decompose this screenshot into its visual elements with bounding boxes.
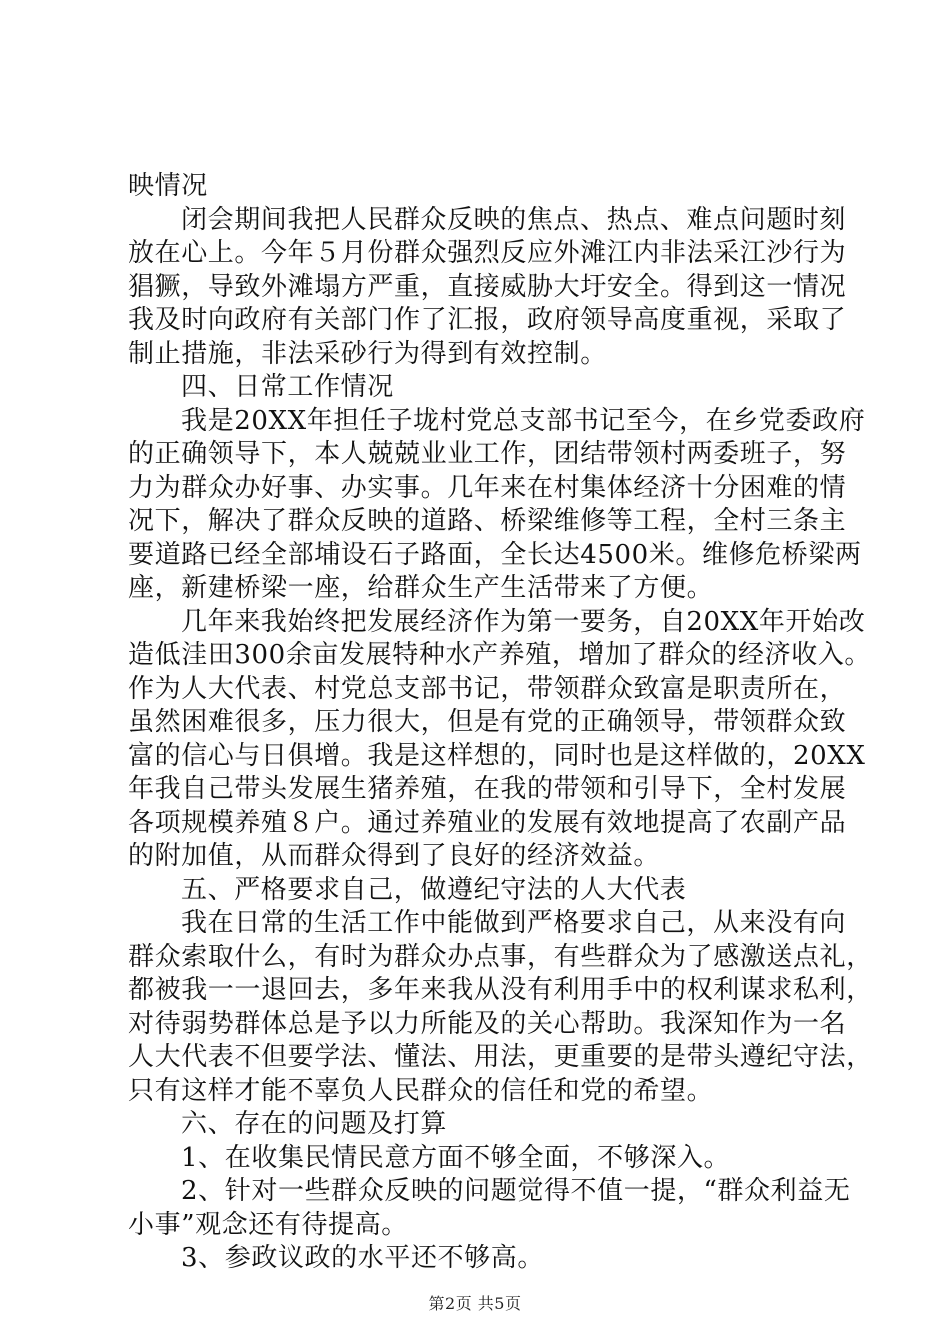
text-line: 猖獗，导致外滩塌方严重，直接威胁大圩安全。得到这一情况 bbox=[128, 271, 847, 302]
text-line: 作为人大代表、村党总支部书记，带领群众致富是职责所在， bbox=[128, 673, 847, 704]
text-line: 3、参政议政的水平还不够高。 bbox=[181, 1243, 544, 1273]
text-line: 对待弱势群体总是予以力所能及的关心帮助。我深知作为一名 bbox=[128, 1008, 847, 1039]
text-line: 我在日常的生活工作中能做到严格要求自己，从来没有向 bbox=[181, 908, 847, 938]
text-line: 我是20XX年担任子垅村党总支部书记至今，在乡党委政府 bbox=[181, 405, 866, 436]
text-line: 人大代表不但要学法、懂法、用法，更重要的是带头遵纪守法， bbox=[128, 1042, 873, 1072]
text-line: 五、严格要求自己，做遵纪守法的人大代表 bbox=[181, 874, 687, 905]
text-line: 的附加值，从而群众得到了良好的经济效益。 bbox=[128, 841, 661, 871]
text-line: 映情况 bbox=[128, 171, 208, 201]
text-line: 都被我一一退回去，多年来我从没有利用手中的权利谋求私利， bbox=[128, 975, 873, 1005]
text-line: 各项规模养殖８户。通过养殖业的发展有效地提高了农副产品 bbox=[128, 807, 847, 838]
text-line: 的正确领导下，本人兢兢业业工作，团结带领村两委班子，努 bbox=[128, 439, 847, 469]
text-line: 放在心上。今年５月份群众强烈反应外滩江内非法采江沙行为 bbox=[128, 238, 847, 268]
text-line: 闭会期间我把人民群众反映的焦点、热点、难点问题时刻 bbox=[181, 204, 847, 235]
text-line: 力为群众办好事、办实事。几年来在村集体经济十分困难的情 bbox=[128, 472, 847, 503]
text-line: 况下，解决了群众反映的道路、桥梁维修等工程，全村三条主 bbox=[128, 506, 847, 536]
text-line: 2、针对一些群众反映的问题觉得不值一提，“群众利益无 bbox=[181, 1176, 851, 1206]
text-line: 小事”观念还有待提高。 bbox=[128, 1209, 408, 1240]
text-line: 几年来我始终把发展经济作为第一要务，自20XX年开始改 bbox=[181, 606, 866, 637]
text-line: 年我自己带头发展生猪养殖，在我的带领和引导下，全村发展 bbox=[128, 774, 847, 804]
text-line: 制止措施，非法采砂行为得到有效控制。 bbox=[128, 338, 607, 369]
text-line: 造低洼田300余亩发展特种水产养殖，增加了群众的经济收入。 bbox=[128, 640, 872, 670]
text-line: 群众索取什么，有时为群众办点事，有些群众为了感激送点礼， bbox=[128, 941, 873, 972]
text-line: 只有这样才能不辜负人民群众的信任和党的希望。 bbox=[128, 1075, 714, 1106]
text-line: 我及时向政府有关部门作了汇报，政府领导高度重视，采取了 bbox=[128, 305, 847, 335]
text-line: 六、存在的问题及打算 bbox=[181, 1109, 448, 1139]
document-body bbox=[128, 170, 873, 1276]
text-line: 四、日常工作情况 bbox=[181, 372, 394, 402]
page-footer: 第2页 共5页 bbox=[428, 1294, 522, 1313]
text-line: 座，新建桥梁一座，给群众生产生活带来了方便。 bbox=[128, 573, 714, 603]
text-line: 要道路已经全部埔设石子路面，全长达4500米。维修危桥梁两 bbox=[128, 539, 862, 570]
text-line: 虽然困难很多，压力很大，但是有党的正确领导，带领群众致 bbox=[128, 707, 847, 737]
text-line: 富的信心与日俱增。我是这样想的，同时也是这样做的，20XX bbox=[128, 740, 866, 771]
text-line: 1、在收集民情民意方面不够全面，不够深入。 bbox=[181, 1142, 731, 1173]
